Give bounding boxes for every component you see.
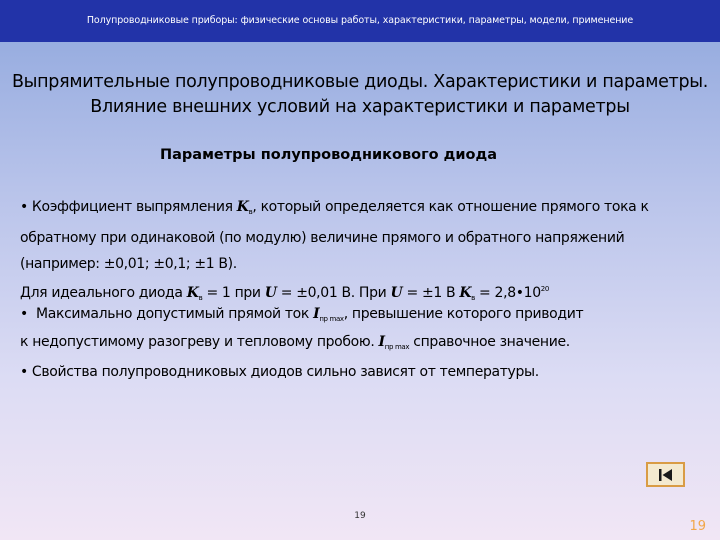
- paragraph-line-2: обратному при одинаковой (по модулю) величине прямого и обратного напряжений: [20, 230, 625, 246]
- subscript: в: [198, 294, 203, 302]
- bullet: •: [20, 199, 28, 215]
- superscript: 20: [540, 285, 549, 293]
- page-number: 19: [354, 511, 366, 521]
- header-bar: [0, 0, 720, 42]
- subscript: в: [248, 208, 253, 216]
- text: Максимально допустимый прямой ток: [31, 306, 314, 322]
- subscript: пр max: [384, 343, 410, 351]
- text: = 2,8•10: [474, 285, 541, 301]
- subscript: в: [471, 294, 475, 302]
- paragraph-line-5: [20, 305, 583, 328]
- slide-title-line-1: Выпрямительные полупроводниковые диоды. Характеристики и параметры.: [11, 72, 709, 92]
- text: Для идеального диода: [20, 285, 187, 301]
- section-subtitle: Параметры полупроводникового диода: [160, 147, 498, 163]
- text: , который определяется как отношение прямого тока к: [252, 199, 649, 215]
- paragraph-line-3: (например: ±0,01; ±0,1; ±1 В).: [20, 256, 237, 272]
- text: , превышение которого приводит: [343, 306, 584, 322]
- paragraph-line-4: [20, 280, 549, 307]
- page-number-corner: 19: [689, 519, 706, 534]
- text: = 1 при: [202, 285, 265, 301]
- skip-to-start-icon: [656, 468, 676, 482]
- text: Коэффициент выпрямления: [31, 199, 237, 215]
- text: к недопустимому разогреву и тепловому пробою.: [20, 334, 379, 350]
- symbol-k: K: [459, 285, 472, 301]
- paragraph-line-7: [20, 363, 539, 381]
- bullet: •: [20, 306, 28, 322]
- text: = ±1 В: [402, 285, 460, 301]
- first-slide-button[interactable]: [646, 462, 685, 487]
- header-text: Полупроводниковые приборы: физические основы работы, характеристики, параметры, модели, применение: [86, 15, 634, 26]
- paragraph-line-1: [20, 198, 649, 221]
- symbol-u: U: [264, 285, 277, 301]
- bullet: •: [20, 364, 28, 380]
- subscript: пр max: [319, 315, 344, 323]
- paragraph-line-6: [20, 333, 570, 356]
- text: справочное значение.: [409, 334, 570, 350]
- text: = ±0,01 В. При: [276, 285, 391, 301]
- symbol-i: I: [313, 306, 320, 322]
- slide-title-line-2: Влияние внешних условий на характеристики и параметры: [90, 97, 630, 117]
- symbol-k: K: [236, 199, 249, 215]
- symbol-i: I: [378, 334, 385, 350]
- symbol-u: U: [390, 285, 403, 301]
- symbol-k: K: [186, 285, 199, 301]
- text: Свойства полупроводниковых диодов сильно зависят от температуры.: [31, 364, 539, 380]
